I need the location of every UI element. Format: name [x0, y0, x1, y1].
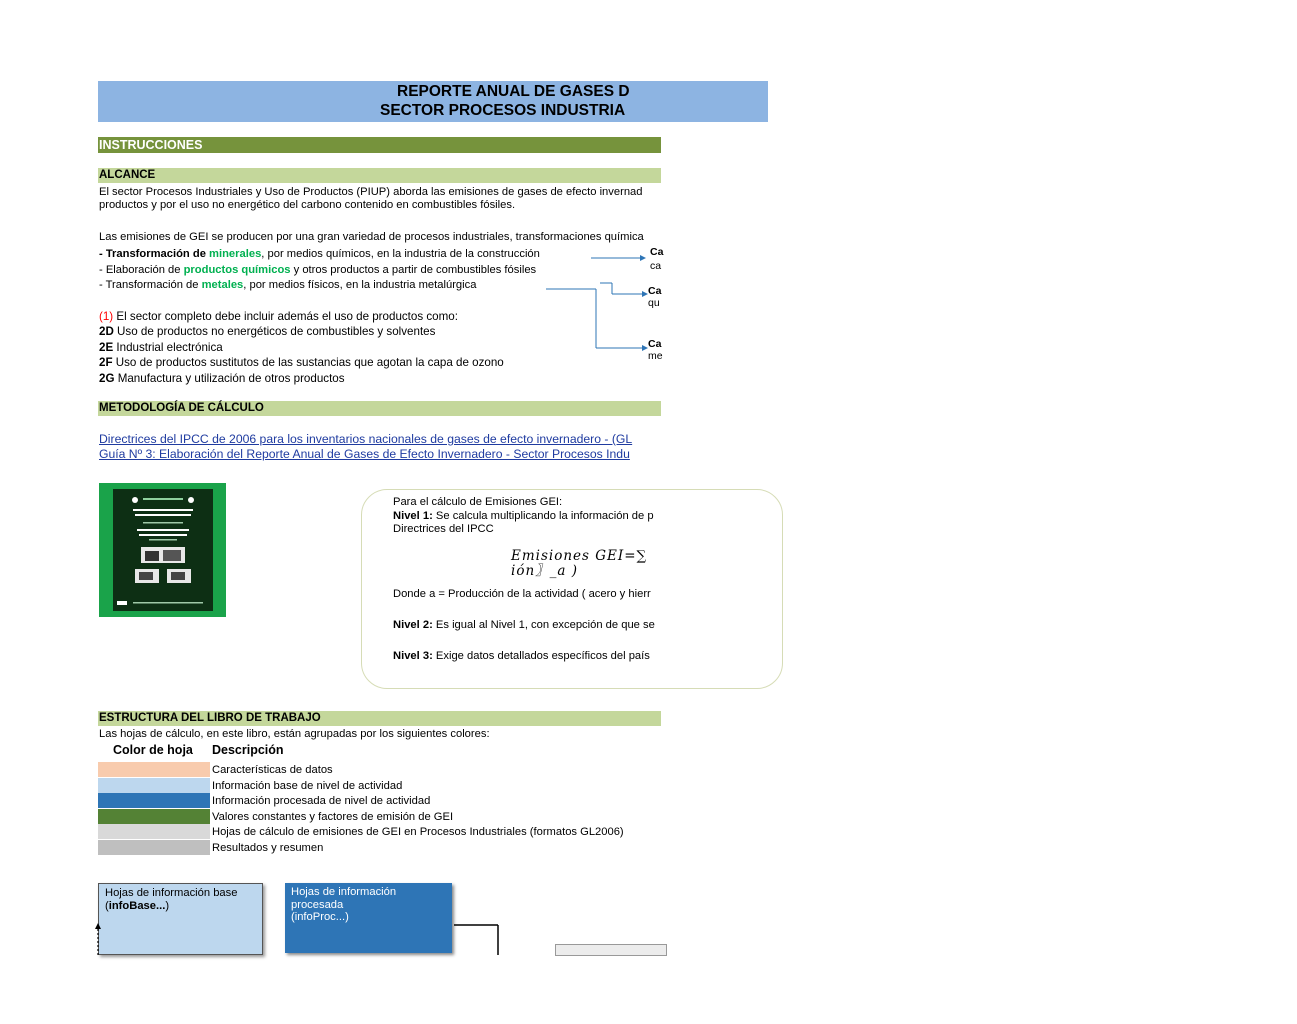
alcance-paragraph-line1: El sector Procesos Industriales y Uso de Productos (PIUP) aborda las emisiones de gases de efecto invernad: [99, 186, 643, 198]
next-diagram-box: [555, 944, 667, 956]
legend-swatch: [98, 778, 210, 793]
alcance-paragraph-2: Las emisiones de GEI se producen por una gran variedad de procesos industriales, transformaciones química: [99, 231, 644, 243]
code-2f: [99, 355, 504, 371]
legend-swatch: [98, 793, 210, 808]
tier3-line: [393, 650, 650, 663]
legend-label: Características de datos: [212, 764, 333, 776]
bullet-text: , por medios físicos, en la industria metalúrgica: [243, 279, 477, 291]
formula-donde: Donde a = Producción de la actividad ( acero y hierr: [393, 588, 651, 600]
book-cover-dark-panel: [113, 489, 213, 611]
legend-label: Información base de nivel de actividad: [212, 779, 403, 792]
code-label: 2F: [99, 356, 113, 369]
bullet-prefix: - Elaboración de: [99, 264, 184, 276]
note-number: (1): [99, 310, 114, 323]
side-note-2-sub: qu: [648, 297, 660, 309]
bullet-text: , por medios químicos, en la industria de la construcción: [261, 248, 540, 260]
estructura-intro: Las hojas de cálculo, en este libro, están agrupadas por los siguientes colores:: [99, 728, 490, 740]
diagram-connectors: [90, 915, 510, 955]
code-2d: [99, 324, 435, 340]
highlight-metales: metales: [201, 279, 244, 291]
tier2-label: Nivel 2:: [393, 619, 433, 631]
bullet-prefix: - Transformación de: [99, 248, 210, 260]
tier1-line2: Directrices del IPCC: [393, 523, 494, 535]
ipcc-book-cover-image: [99, 483, 226, 617]
legend-label: Hojas de cálculo de emisiones de GEI en Procesos Industriales (formatos GL2006): [212, 826, 624, 838]
legend-label: Información procesada de nivel de actividad: [212, 795, 431, 807]
info-proc-label-1: Hojas de información: [291, 886, 397, 898]
legend-swatch: [98, 809, 210, 824]
highlight-minerales: minerales: [209, 248, 262, 260]
code-text: Manufactura y utilización de otros productos: [114, 372, 345, 385]
section-instrucciones: INSTRUCCIONES: [98, 137, 661, 153]
section-estructura: ESTRUCTURA DEL LIBRO DE TRABAJO: [98, 711, 661, 726]
tiers-intro: Para el cálculo de Emisiones GEI:: [393, 496, 563, 508]
code-2g: [99, 371, 345, 387]
highlight-productos-quimicos: productos químicos: [183, 264, 291, 276]
tier2-text: Es igual al Nivel 1, con excepción de que se: [432, 619, 655, 631]
side-note-3-title: Ca: [648, 338, 662, 350]
legend-label: Resultados y resumen: [212, 841, 324, 854]
emissions-formula-line1: Emisiones GEI=∑: [511, 548, 648, 564]
code-label: 2G: [99, 372, 115, 385]
tier2-line: [393, 619, 655, 632]
info-base-code: infoBase...: [108, 899, 166, 912]
section-alcance: ALCANCE: [98, 168, 661, 183]
bullet-productos-quimicos: [99, 264, 536, 277]
tier1-label: Nivel 1:: [393, 510, 433, 522]
code-text: Uso de productos no energéticos de combustibles y solventes: [113, 325, 436, 338]
legend-header-color: Color de hoja: [113, 743, 193, 757]
note-text: El sector completo debe incluir además el uso de productos como:: [113, 310, 458, 323]
info-proc-label-2: procesada: [291, 898, 344, 911]
book-cover-art: [113, 489, 213, 611]
emissions-formula-line2: ión〗_a ): [511, 563, 578, 579]
report-title-line1: REPORTE ANUAL DE GASES D: [397, 83, 630, 100]
guia-3-link[interactable]: Guía Nº 3: Elaboración del Reporte Anual de Gases de Efecto Invernadero - Sector Procesos Indu: [99, 447, 630, 461]
info-base-code-line: (infoBase...): [105, 899, 170, 912]
bullet-text: y otros productos a partir de combustibles fósiles: [290, 264, 537, 276]
legend-header-description: Descripción: [212, 743, 284, 757]
code-label: 2E: [99, 341, 114, 354]
side-note-1-sub: ca: [650, 260, 662, 272]
tier3-label: Nivel 3:: [393, 650, 433, 662]
legend-swatch: [98, 762, 210, 777]
bullet-minerales: [99, 248, 540, 261]
bullet-prefix: - Transformación de: [99, 279, 202, 291]
code-text: Industrial electrónica: [113, 341, 223, 354]
section-metodologia: METODOLOGÍA DE CÁLCULO: [98, 401, 661, 416]
ipcc-guidelines-link[interactable]: Directrices del IPCC de 2006 para los inventarios nacionales de gases de efecto invernadero - (GL: [99, 432, 633, 446]
side-note-1-title: Ca: [650, 246, 664, 258]
note-line: [99, 309, 458, 325]
code-text: Uso de productos sustitutos de las sustancias que agotan la capa de ozono: [112, 356, 504, 369]
bullet-metales: [99, 279, 476, 292]
alcance-paragraph-line2: productos y por el uso no energético del carbono contenido en combustibles fósiles.: [99, 199, 516, 211]
connector-arrows: [540, 250, 661, 360]
legend-label: Valores constantes y factores de emisión de GEI: [212, 810, 454, 823]
side-note-2-title: Ca: [648, 285, 662, 297]
tier1-text: Se calcula multiplicando la información de p: [432, 510, 654, 522]
legend-swatch: [98, 840, 210, 855]
tier3-text: Exige datos detallados específicos del país: [432, 650, 650, 662]
tier1-line: [393, 510, 654, 523]
code-label: 2D: [99, 325, 114, 338]
info-proc-label-3: (infoProc...): [291, 911, 349, 923]
legend-swatch: [98, 824, 210, 839]
info-base-label: Hojas de información base: [105, 887, 238, 899]
code-2e: [99, 340, 223, 356]
report-title-line2: SECTOR PROCESOS INDUSTRIA: [380, 102, 626, 119]
side-note-3-sub: me: [648, 350, 663, 362]
